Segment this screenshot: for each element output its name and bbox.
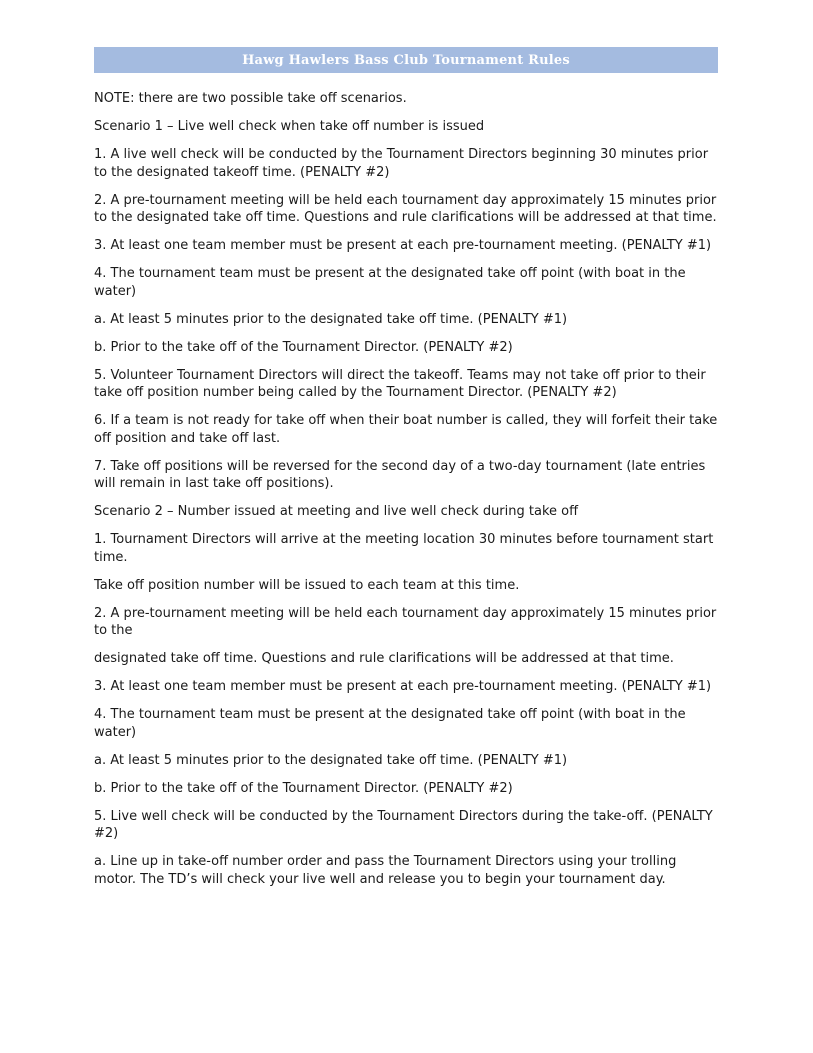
s2-rule-1: 1. Tournament Directors will arrive at the meeting location 30 minutes before tournament start time. <box>94 532 714 565</box>
s2-rule-2: 2. A pre-tournament meeting will be held each tournament day approximately 15 minutes prior to the <box>94 605 717 638</box>
s1-rule-2: 2. A pre-tournament meeting will be held each tournament day approximately 15 minutes prior to the designated take off time. Questions and rule clarifications will be addressed at that time. <box>94 192 717 225</box>
s2-rule-2-cont: designated take off time. Questions and rule clarifications will be addressed at that time. <box>94 651 674 666</box>
s2-rule-1-note: Take off position number will be issued to each team at this time. <box>94 577 520 593</box>
s2-rule-5a: a. Line up in take-off number order and pass the Tournament Directors using your trolling motor. The TD’s will check your live well and release you to begin your tournament day. <box>94 854 677 887</box>
note-paragraph: NOTE: there are two possible take off scenarios. <box>94 91 407 106</box>
s1-rule-4: 4. The tournament team must be present at the designated take off point (with boat in the water) <box>94 266 686 299</box>
scenario-1-heading: Scenario 1 – Live well check when take off number is issued <box>94 119 485 134</box>
s1-rule-4b: b. Prior to the take off of the Tournament Director. (PENALTY #2) <box>94 339 513 355</box>
s1-rule-5: 5. Volunteer Tournament Directors will direct the takeoff. Teams may not take off prior to their take off position number being called by the Tournament Director. (PENALTY #2) <box>94 367 706 400</box>
document-page <box>94 47 718 899</box>
s1-rule-1: 1. A live well check will be conducted by the Tournament Directors beginning 30 minutes prior to the designated takeoff time. (PENALTY #2) <box>94 147 709 180</box>
document-title: Hawg Hawlers Bass Club Tournament Rules <box>242 52 570 68</box>
s2-rule-4: 4. The tournament team must be present at the designated take off point (with boat in the water) <box>94 707 686 740</box>
s2-rule-3: 3. At least one team member must be present at each pre-tournament meeting. (PENALTY #1) <box>94 679 712 694</box>
title-banner <box>94 47 718 73</box>
scenario-2-heading: Scenario 2 – Number issued at meeting and live well check during take off <box>94 504 579 519</box>
s2-rule-5: 5. Live well check will be conducted by the Tournament Directors during the take-off. (PENALTY #2) <box>94 808 713 841</box>
s2-rule-4a: a. At least 5 minutes prior to the designated take off time. (PENALTY #1) <box>94 752 568 768</box>
s2-rule-4b: b. Prior to the take off of the Tournament Director. (PENALTY #2) <box>94 780 513 796</box>
s1-rule-4a: a. At least 5 minutes prior to the designated take off time. (PENALTY #1) <box>94 311 568 327</box>
rules-content <box>94 90 718 888</box>
s1-rule-3: 3. At least one team member must be present at each pre-tournament meeting. (PENALTY #1) <box>94 238 712 253</box>
s1-rule-6: 6. If a team is not ready for take off when their boat number is called, they will forfeit their take off position and take off last. <box>94 413 718 446</box>
s1-rule-7: 7. Take off positions will be reversed for the second day of a two-day tournament (late entries will remain in last take off positions). <box>94 458 706 491</box>
